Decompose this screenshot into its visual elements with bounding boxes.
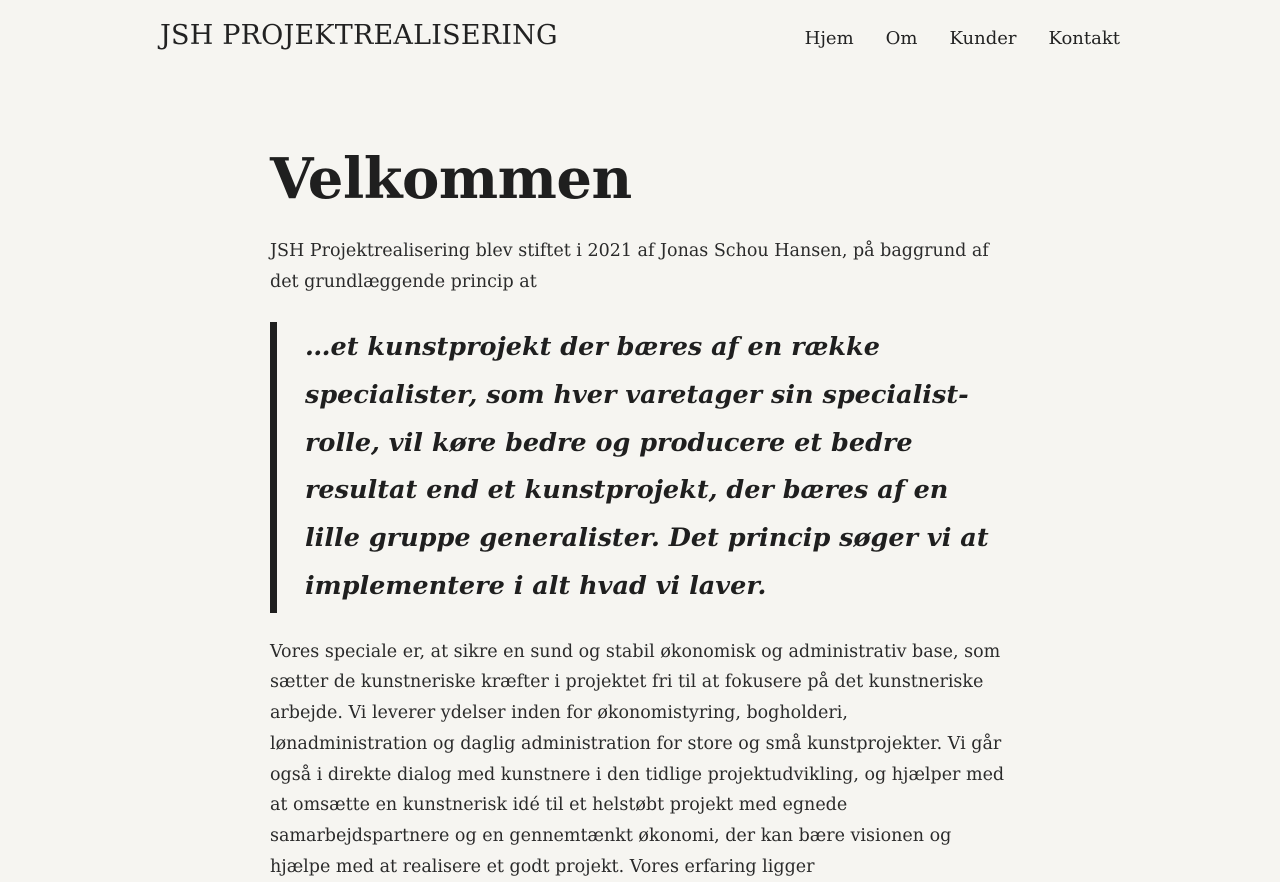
nav-link-kunder[interactable]: Kunder [949, 28, 1017, 49]
nav-link-kontakt[interactable]: Kontakt [1048, 28, 1120, 49]
main-content [270, 140, 1010, 882]
nav-link-om[interactable]: Om [885, 28, 918, 49]
body-paragraph: Vores speciale er, at sikre en sund og stabil økonomisk og administrativ base, som sætter de kunstneriske kræfter i projektet fri til at fokusere på det kunstneriske arbejde. Vi leverer ydelser inden for økonomistyring, bogholderi, lønadministration og daglig administration for store og små kunstprojekter. Vi går også i direkte dialog med kunstnere i den tidlige projektudvikling, og hjælper med at omsætte en kunstnerisk idé til et helstøbt projekt med egnede samarbejdspartnere og en gennemtænkt økonomi, der kan bære visionen og hjælpe med at realisere et godt projekt. Vores erfaring ligger [270, 641, 1005, 877]
site-logo[interactable]: JSH PROJEKTREALISERING [160, 20, 558, 51]
page-title: Velkommen [270, 146, 632, 212]
intro-paragraph: JSH Projektrealisering blev stiftet i 2021 af Jonas Schou Hansen, på baggrund af det grundlæggende princip at [270, 241, 989, 292]
principle-quote: …et kunstprojekt der bæres af en række specialister, som hver varetager sin specialist-rolle, vil køre bedre og producere et bedre resultat end et kunstprojekt, der bæres af en lille gruppe generalister. Det princip søger vi at implementere i alt hvad vi laver. [270, 322, 1010, 613]
main-nav [773, 27, 1120, 51]
nav-link-hjem[interactable]: Hjem [804, 28, 854, 49]
site-header [0, 0, 1280, 80]
